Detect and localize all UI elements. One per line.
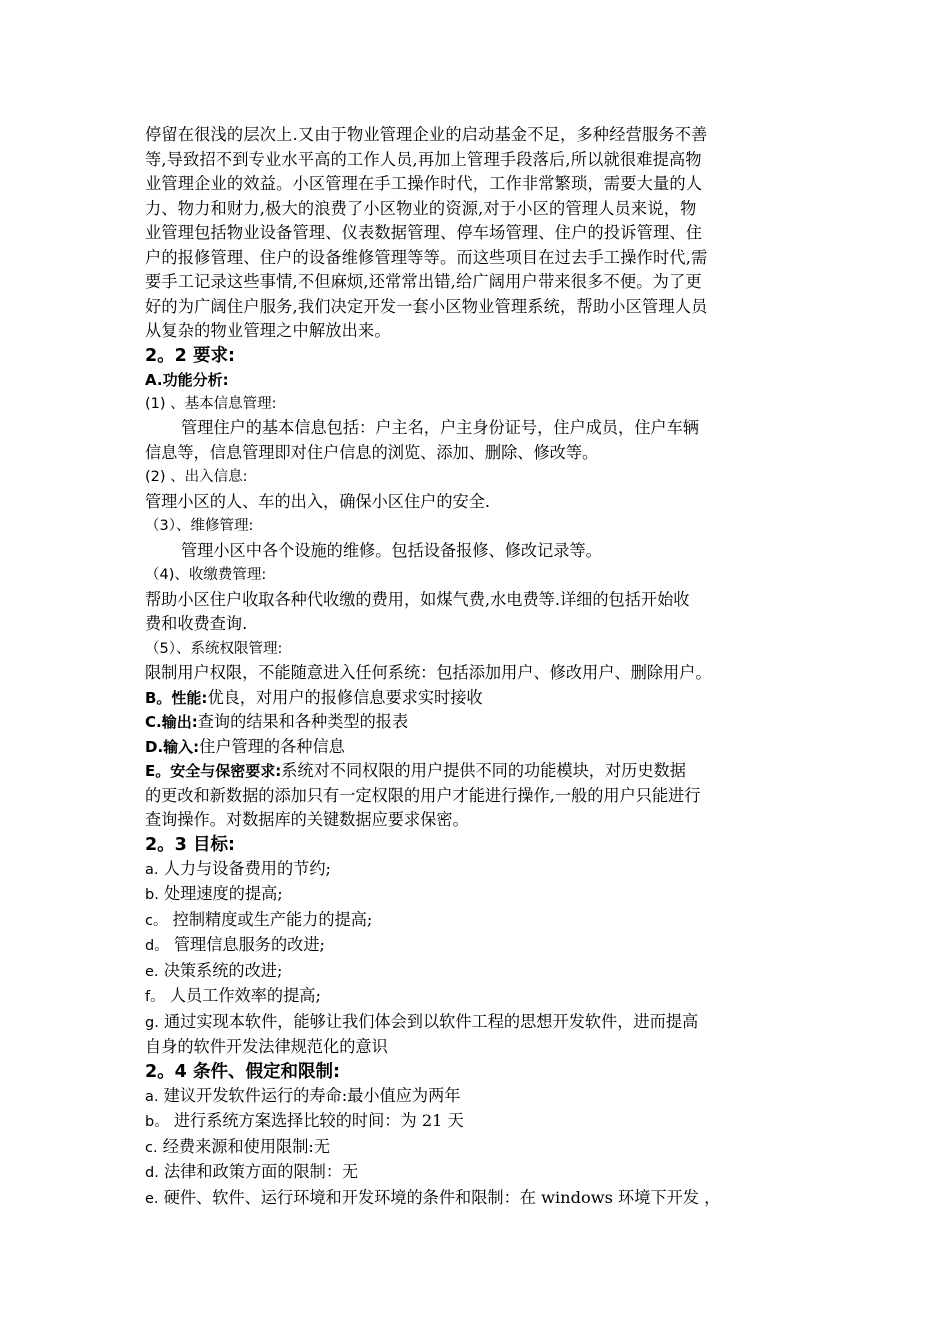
goal-item — [145, 882, 815, 908]
condition-text: 经费来源和使用限制:无 — [162, 1136, 331, 1156]
condition-text: 硬件、软件、运行环境和开发环境的条件和限制：在 windows 环境下开发 ， — [163, 1187, 721, 1207]
security-text: 系统对不同权限的用户提供不同的功能模块，对历史数据 — [281, 761, 686, 780]
section-heading-2-3: 2。3 目标: — [145, 834, 235, 855]
text-line: 业管理企业的效益。小区管理在手工操作时代，工作非常繁琐，需要大量的人 — [145, 174, 703, 193]
item5-body: 限制用户权限，不能随意进入任何系统：包括添加用户、修改用户、删除用户。 — [145, 663, 712, 682]
input-row — [145, 735, 815, 760]
item4-label: （4)、收缴费管理: — [145, 567, 267, 583]
goal-item — [145, 933, 815, 959]
item2-label: (2) 、出入信息: — [145, 469, 248, 485]
security-text-line: 查询操作。对数据库的关键数据应要求保密。 — [145, 810, 469, 829]
condition-item — [145, 1084, 815, 1110]
output-text: 查询的结果和各种类型的报表 — [197, 712, 409, 731]
item3-body: 管理小区中各个设施的维修。包括设备报修、修改记录等。 — [181, 540, 602, 560]
intro-paragraph — [145, 123, 815, 344]
input-text: 住户管理的各种信息 — [199, 736, 345, 756]
text-line: 停留在很浅的层次上.又由于物业管理企业的启动基金不足，多种经营服务不善 — [145, 125, 708, 144]
list-marker: c。 — [145, 912, 168, 929]
section-heading-2-4: 2。4 条件、假定和限制: — [145, 1061, 340, 1082]
text-line: 从复杂的物业管理之中解放出来。 — [145, 321, 391, 340]
performance-text: 优良，对用户的报修信息要求实时接收 — [207, 687, 483, 707]
function-analysis-heading: A.功能分析: — [145, 370, 229, 389]
goal-item — [145, 984, 815, 1010]
list-marker: f。 — [145, 989, 165, 1005]
document-body — [145, 123, 815, 1211]
list-marker: d. — [145, 1165, 159, 1181]
condition-item — [145, 1160, 815, 1186]
goal-item — [145, 959, 815, 985]
section-heading-2-2: 2。2 要求: — [145, 345, 235, 366]
text-line: 要手工记录这些事情,不但麻烦,还常常出错,给广阔用户带来很多不便。为了更 — [145, 272, 702, 291]
condition-text: 法律和政策方面的限制：无 — [163, 1162, 359, 1181]
goal-text: 控制精度或生产能力的提高; — [172, 909, 373, 929]
text-line: 好的为广阔住户服务,我们决定开发一套小区物业管理系统，帮助小区管理人员 — [145, 296, 708, 316]
goal-item-continuation: 自身的软件开发法律规范化的意识 — [145, 1037, 388, 1056]
condition-item — [145, 1109, 815, 1135]
input-label: D.输入: — [145, 737, 200, 756]
output-label: C.输出: — [145, 713, 198, 731]
item1-body-line: 管理住户的基本信息包括：户主名，户主身份证号，住户成员，住户车辆 — [181, 418, 699, 437]
goal-item — [145, 908, 815, 934]
item5-label: （5）、系统权限管理: — [145, 640, 283, 657]
condition-text: 进行系统方案选择比较的时间：为 21 天 — [173, 1111, 464, 1130]
text-line: 力、物力和财力,极大的浪费了小区物业的资源,对于小区的管理人员来说，物 — [145, 198, 697, 218]
list-marker: d。 — [145, 938, 169, 954]
goal-text: 人力与设备费用的节约; — [163, 858, 331, 878]
security-text-line: 的更改和新数据的添加只有一定权限的用户才能进行操作,一般的用户只能进行 — [145, 785, 701, 805]
condition-item — [145, 1186, 815, 1212]
item4-body-line: 帮助小区住户收取各种代收缴的费用，如煤气费,水电费等.详细的包括开始收 — [145, 589, 690, 609]
list-marker: g. — [145, 1014, 159, 1031]
item1-body-line: 信息等，信息管理即对住户信息的浏览、添加、删除、修改等。 — [145, 442, 599, 462]
list-marker: c. — [145, 1139, 158, 1156]
list-marker: e. — [145, 1190, 159, 1207]
output-row — [145, 710, 815, 735]
goal-text: 通过实现本软件，能够让我们体会到以软件工程的思想开发软件，进而提高 — [163, 1011, 699, 1031]
list-marker: a. — [145, 861, 159, 878]
list-marker: a. — [145, 1088, 159, 1105]
goal-text: 处理速度的提高; — [163, 884, 283, 903]
goal-text: 决策系统的改进; — [163, 960, 283, 980]
item4-body-line: 费和收费查询. — [145, 614, 248, 633]
text-line: 业管理包括物业设备管理、仪表数据管理、停车场管理、住户的投诉管理、住 — [145, 223, 703, 242]
goal-text: 管理信息服务的改进; — [173, 935, 326, 954]
item1-label: (1) 、基本信息管理: — [145, 395, 277, 412]
security-label: E。安全与保密要求: — [145, 762, 282, 780]
condition-item — [145, 1135, 815, 1161]
performance-label: B。性能: — [145, 688, 208, 707]
item3-label: （3）、维修管理: — [145, 518, 254, 534]
performance-row — [145, 686, 815, 711]
list-marker: b. — [145, 887, 159, 903]
item2-body: 管理小区的人、车的出入，确保小区住户的安全. — [145, 491, 491, 511]
goal-text: 人员工作效率的提高; — [169, 986, 321, 1005]
text-line: 户的报修管理、住户的设备维修管理等等。而这些项目在过去手工操作时代,需 — [145, 247, 708, 267]
goal-item — [145, 857, 815, 883]
condition-text: 建议开发软件运行的寿命:最小值应为两年 — [163, 1085, 461, 1105]
goal-item — [145, 1010, 815, 1036]
list-marker: e. — [145, 963, 159, 980]
security-row — [145, 759, 815, 784]
text-line: 等,导致招不到专业水平高的工作人员,再加上管理手段落后,所以就很难提高物 — [145, 149, 702, 169]
list-marker: b。 — [145, 1114, 169, 1130]
